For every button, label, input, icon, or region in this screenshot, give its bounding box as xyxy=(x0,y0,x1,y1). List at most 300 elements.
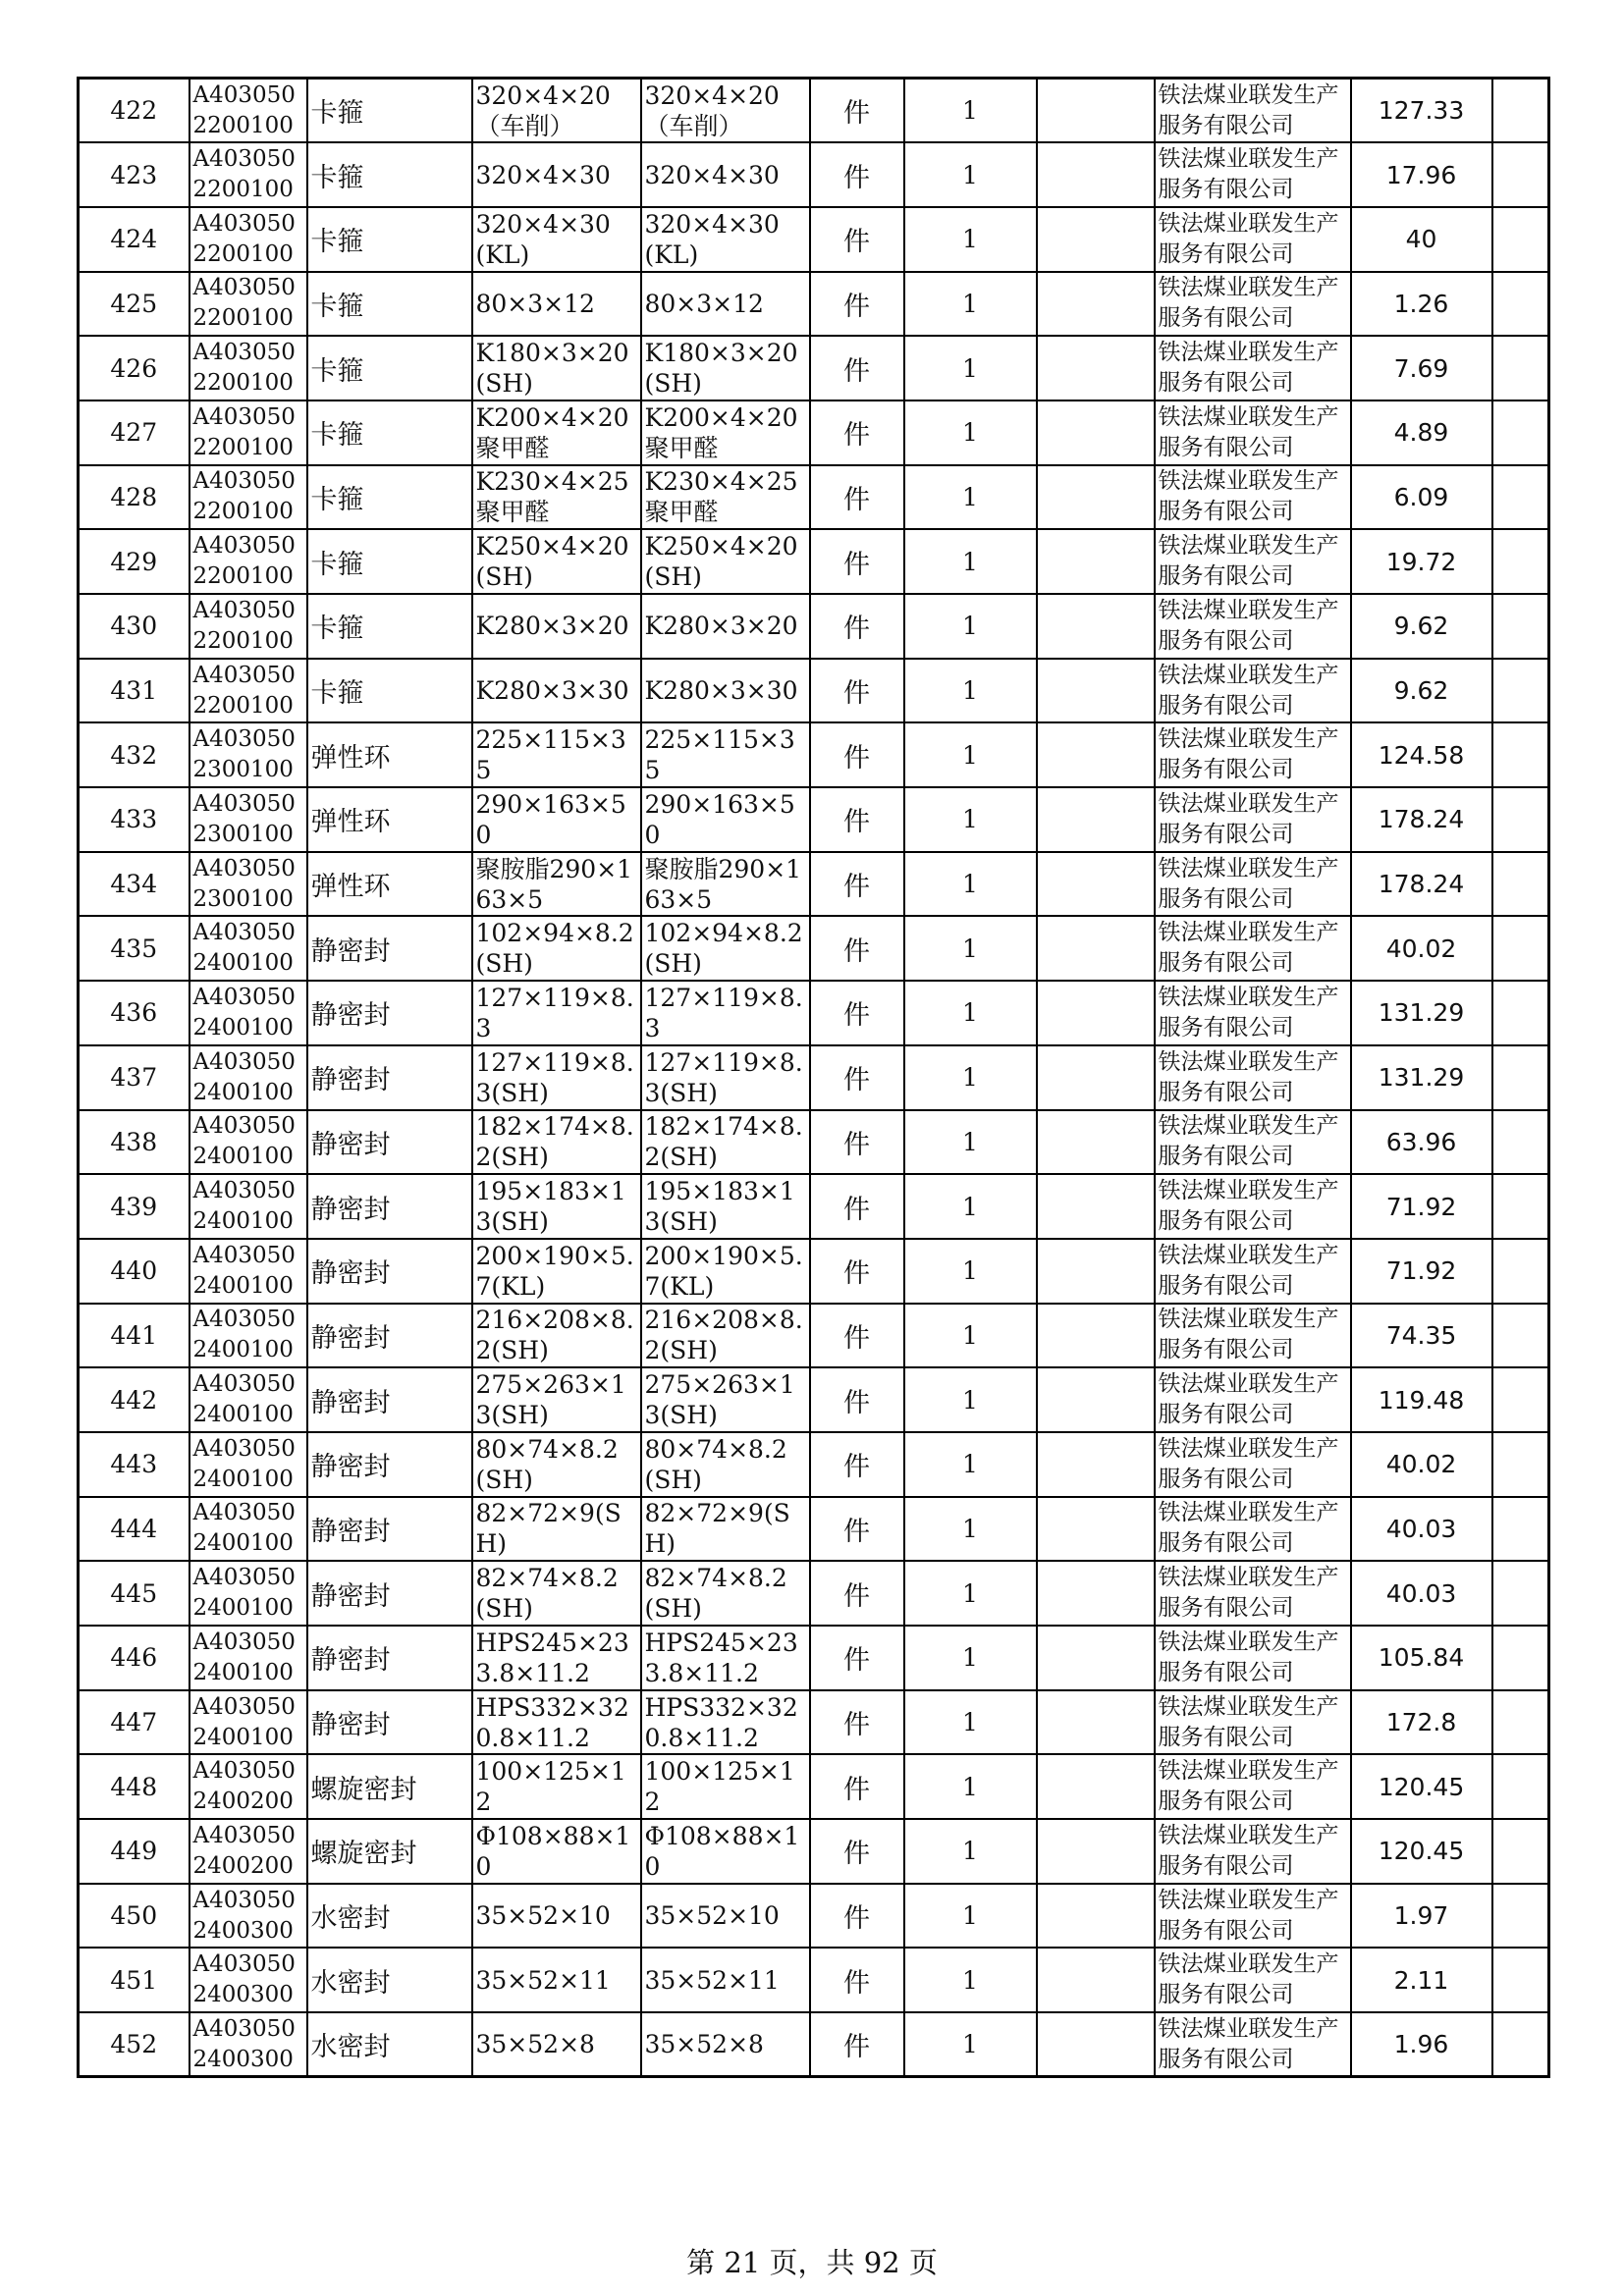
material-name: 卡箍 xyxy=(307,79,472,143)
model-cell: 80×74×8.2(SH) xyxy=(641,1432,810,1497)
material-code: A403050 2400100 xyxy=(189,1690,307,1755)
material-name: 水密封 xyxy=(307,1884,472,1949)
quantity-cell: 1 xyxy=(904,659,1037,723)
unit-cell: 件 xyxy=(810,659,904,723)
material-name: 静密封 xyxy=(307,1304,472,1368)
note-cell xyxy=(1492,981,1549,1045)
supplier-cell: 铁法煤业联发生产服务有限公司 xyxy=(1155,400,1351,465)
material-code: A403050 2400100 xyxy=(189,1304,307,1368)
empty-cell xyxy=(1037,1819,1155,1884)
row-number: 447 xyxy=(79,1690,189,1755)
note-cell xyxy=(1492,916,1549,981)
empty-cell xyxy=(1037,1754,1155,1819)
spec-cell: K250×4×20(SH) xyxy=(472,529,641,594)
note-cell xyxy=(1492,787,1549,852)
table-row xyxy=(79,1497,1549,1562)
material-name: 静密封 xyxy=(307,1497,472,1562)
table-row xyxy=(79,852,1549,917)
model-cell: 195×183×13(SH) xyxy=(641,1174,810,1239)
material-name: 静密封 xyxy=(307,1239,472,1304)
note-cell xyxy=(1492,400,1549,465)
model-cell: 200×190×5.7(KL) xyxy=(641,1239,810,1304)
table-row xyxy=(79,1754,1549,1819)
spec-cell: 100×125×12 xyxy=(472,1754,641,1819)
row-number: 433 xyxy=(79,787,189,852)
supplier-cell: 铁法煤业联发生产服务有限公司 xyxy=(1155,594,1351,659)
note-cell xyxy=(1492,336,1549,400)
model-cell: HPS245×233.8×11.2 xyxy=(641,1626,810,1690)
price-cell: 120.45 xyxy=(1351,1754,1492,1819)
price-cell: 119.48 xyxy=(1351,1367,1492,1432)
model-cell: Φ108×88×10 xyxy=(641,1819,810,1884)
row-number: 428 xyxy=(79,465,189,530)
quantity-cell: 1 xyxy=(904,79,1037,143)
note-cell xyxy=(1492,1367,1549,1432)
table-body xyxy=(79,79,1549,2077)
quantity-cell: 1 xyxy=(904,1884,1037,1949)
note-cell xyxy=(1492,1690,1549,1755)
note-cell xyxy=(1492,1497,1549,1562)
material-name: 弹性环 xyxy=(307,787,472,852)
row-number: 431 xyxy=(79,659,189,723)
material-name: 静密封 xyxy=(307,1367,472,1432)
row-number: 448 xyxy=(79,1754,189,1819)
unit-cell: 件 xyxy=(810,529,904,594)
table-row xyxy=(79,1110,1549,1175)
material-name: 静密封 xyxy=(307,916,472,981)
spec-cell: 200×190×5.7(KL) xyxy=(472,1239,641,1304)
price-cell: 17.96 xyxy=(1351,142,1492,207)
price-cell: 40.02 xyxy=(1351,916,1492,981)
price-cell: 19.72 xyxy=(1351,529,1492,594)
quantity-cell: 1 xyxy=(904,981,1037,1045)
table-row xyxy=(79,787,1549,852)
table-row xyxy=(79,142,1549,207)
table-row xyxy=(79,465,1549,530)
empty-cell xyxy=(1037,1690,1155,1755)
empty-cell xyxy=(1037,852,1155,917)
material-code: A403050 2300100 xyxy=(189,787,307,852)
material-name: 卡箍 xyxy=(307,207,472,272)
material-code: A403050 2300100 xyxy=(189,722,307,787)
unit-cell: 件 xyxy=(810,594,904,659)
supplier-cell: 铁法煤业联发生产服务有限公司 xyxy=(1155,1367,1351,1432)
empty-cell xyxy=(1037,1174,1155,1239)
supplier-cell: 铁法煤业联发生产服务有限公司 xyxy=(1155,1304,1351,1368)
table-row xyxy=(79,981,1549,1045)
empty-cell xyxy=(1037,142,1155,207)
note-cell xyxy=(1492,529,1549,594)
supplier-cell: 铁法煤业联发生产服务有限公司 xyxy=(1155,142,1351,207)
supplier-cell: 铁法煤业联发生产服务有限公司 xyxy=(1155,1497,1351,1562)
note-cell xyxy=(1492,722,1549,787)
row-number: 450 xyxy=(79,1884,189,1949)
model-cell: 127×119×8.3(SH) xyxy=(641,1045,810,1110)
quantity-cell: 1 xyxy=(904,916,1037,981)
price-cell: 105.84 xyxy=(1351,1626,1492,1690)
material-code: A403050 2400100 xyxy=(189,1626,307,1690)
price-cell: 4.89 xyxy=(1351,400,1492,465)
note-cell xyxy=(1492,1110,1549,1175)
material-name: 静密封 xyxy=(307,1432,472,1497)
empty-cell xyxy=(1037,400,1155,465)
material-code: A403050 2400100 xyxy=(189,1239,307,1304)
spec-cell: 127×119×8.3 xyxy=(472,981,641,1045)
empty-cell xyxy=(1037,722,1155,787)
supplier-cell: 铁法煤业联发生产服务有限公司 xyxy=(1155,722,1351,787)
material-code: A403050 2400100 xyxy=(189,981,307,1045)
note-cell xyxy=(1492,1304,1549,1368)
price-cell: 9.62 xyxy=(1351,659,1492,723)
quantity-cell: 1 xyxy=(904,465,1037,530)
row-number: 441 xyxy=(79,1304,189,1368)
price-cell: 71.92 xyxy=(1351,1174,1492,1239)
spec-cell: 290×163×50 xyxy=(472,787,641,852)
model-cell: K250×4×20(SH) xyxy=(641,529,810,594)
table-row xyxy=(79,272,1549,337)
unit-cell: 件 xyxy=(810,1110,904,1175)
supplier-cell: 铁法煤业联发生产服务有限公司 xyxy=(1155,1110,1351,1175)
table-row xyxy=(79,400,1549,465)
model-cell: 100×125×12 xyxy=(641,1754,810,1819)
material-code: A403050 2400100 xyxy=(189,916,307,981)
empty-cell xyxy=(1037,1948,1155,2012)
row-number: 440 xyxy=(79,1239,189,1304)
supplier-cell: 铁法煤业联发生产服务有限公司 xyxy=(1155,981,1351,1045)
empty-cell xyxy=(1037,1884,1155,1949)
quantity-cell: 1 xyxy=(904,1754,1037,1819)
model-cell: HPS332×320.8×11.2 xyxy=(641,1690,810,1755)
unit-cell: 件 xyxy=(810,1690,904,1755)
material-name: 卡箍 xyxy=(307,272,472,337)
material-code: A403050 2400200 xyxy=(189,1819,307,1884)
model-cell: 102×94×8.2(SH) xyxy=(641,916,810,981)
spec-cell: 82×74×8.2(SH) xyxy=(472,1561,641,1626)
note-cell xyxy=(1492,272,1549,337)
note-cell xyxy=(1492,1754,1549,1819)
quantity-cell: 1 xyxy=(904,1561,1037,1626)
spec-cell: HPS245×233.8×11.2 xyxy=(472,1626,641,1690)
quantity-cell: 1 xyxy=(904,142,1037,207)
material-name: 水密封 xyxy=(307,1948,472,2012)
quantity-cell: 1 xyxy=(904,1304,1037,1368)
quantity-cell: 1 xyxy=(904,272,1037,337)
quantity-cell: 1 xyxy=(904,1948,1037,2012)
spec-cell: K280×3×20 xyxy=(472,594,641,659)
price-cell: 1.96 xyxy=(1351,2012,1492,2077)
material-code: A403050 2300100 xyxy=(189,852,307,917)
quantity-cell: 1 xyxy=(904,1367,1037,1432)
row-number: 449 xyxy=(79,1819,189,1884)
supplier-cell: 铁法煤业联发生产服务有限公司 xyxy=(1155,336,1351,400)
empty-cell xyxy=(1037,659,1155,723)
table-row xyxy=(79,1239,1549,1304)
quantity-cell: 1 xyxy=(904,1497,1037,1562)
price-cell: 124.58 xyxy=(1351,722,1492,787)
spec-cell: K280×3×30 xyxy=(472,659,641,723)
material-code: A403050 2200100 xyxy=(189,336,307,400)
quantity-cell: 1 xyxy=(904,1174,1037,1239)
model-cell: 82×72×9(SH) xyxy=(641,1497,810,1562)
price-cell: 40 xyxy=(1351,207,1492,272)
material-code: A403050 2400100 xyxy=(189,1497,307,1562)
spec-cell: 80×74×8.2(SH) xyxy=(472,1432,641,1497)
note-cell xyxy=(1492,2012,1549,2077)
model-cell: 35×52×10 xyxy=(641,1884,810,1949)
table-row xyxy=(79,1819,1549,1884)
quantity-cell: 1 xyxy=(904,336,1037,400)
quantity-cell: 1 xyxy=(904,722,1037,787)
material-name: 静密封 xyxy=(307,1045,472,1110)
empty-cell xyxy=(1037,79,1155,143)
spec-cell: K200×4×20聚甲醛 xyxy=(472,400,641,465)
table-row xyxy=(79,1432,1549,1497)
quantity-cell: 1 xyxy=(904,1110,1037,1175)
material-name: 螺旋密封 xyxy=(307,1754,472,1819)
spec-cell: 182×174×8.2(SH) xyxy=(472,1110,641,1175)
supplier-cell: 铁法煤业联发生产服务有限公司 xyxy=(1155,1561,1351,1626)
row-number: 445 xyxy=(79,1561,189,1626)
unit-cell: 件 xyxy=(810,272,904,337)
table-row xyxy=(79,1948,1549,2012)
row-number: 437 xyxy=(79,1045,189,1110)
empty-cell xyxy=(1037,1626,1155,1690)
unit-cell: 件 xyxy=(810,465,904,530)
model-cell: 182×174×8.2(SH) xyxy=(641,1110,810,1175)
empty-cell xyxy=(1037,529,1155,594)
unit-cell: 件 xyxy=(810,400,904,465)
table-row xyxy=(79,207,1549,272)
spec-cell: 225×115×35 xyxy=(472,722,641,787)
price-cell: 120.45 xyxy=(1351,1819,1492,1884)
note-cell xyxy=(1492,1239,1549,1304)
supplier-cell: 铁法煤业联发生产服务有限公司 xyxy=(1155,1239,1351,1304)
spec-cell: 35×52×8 xyxy=(472,2012,641,2077)
quantity-cell: 1 xyxy=(904,1819,1037,1884)
supplier-cell: 铁法煤业联发生产服务有限公司 xyxy=(1155,79,1351,143)
note-cell xyxy=(1492,1884,1549,1949)
table-row xyxy=(79,1690,1549,1755)
supplier-cell: 铁法煤业联发生产服务有限公司 xyxy=(1155,787,1351,852)
table-row xyxy=(79,1626,1549,1690)
unit-cell: 件 xyxy=(810,1561,904,1626)
row-number: 425 xyxy=(79,272,189,337)
unit-cell: 件 xyxy=(810,1754,904,1819)
row-number: 434 xyxy=(79,852,189,917)
material-name: 卡箍 xyxy=(307,594,472,659)
model-cell: K280×3×30 xyxy=(641,659,810,723)
material-code: A403050 2200100 xyxy=(189,272,307,337)
quantity-cell: 1 xyxy=(904,2012,1037,2077)
material-name: 静密封 xyxy=(307,1174,472,1239)
material-name: 卡箍 xyxy=(307,400,472,465)
note-cell xyxy=(1492,852,1549,917)
material-code: A403050 2200100 xyxy=(189,207,307,272)
empty-cell xyxy=(1037,1304,1155,1368)
model-cell: 225×115×35 xyxy=(641,722,810,787)
model-cell: 82×74×8.2(SH) xyxy=(641,1561,810,1626)
table-row xyxy=(79,916,1549,981)
material-name: 静密封 xyxy=(307,981,472,1045)
material-name: 卡箍 xyxy=(307,659,472,723)
unit-cell: 件 xyxy=(810,1174,904,1239)
row-number: 451 xyxy=(79,1948,189,2012)
spec-cell: 320×4×20（车削） xyxy=(472,79,641,143)
spec-cell: 82×72×9(SH) xyxy=(472,1497,641,1562)
material-code: A403050 2400300 xyxy=(189,1948,307,2012)
table-row xyxy=(79,1045,1549,1110)
spec-cell: K180×3×20(SH) xyxy=(472,336,641,400)
model-cell: 35×52×11 xyxy=(641,1948,810,2012)
unit-cell: 件 xyxy=(810,852,904,917)
material-code: A403050 2200100 xyxy=(189,659,307,723)
model-cell: 35×52×8 xyxy=(641,2012,810,2077)
unit-cell: 件 xyxy=(810,1239,904,1304)
model-cell: 275×263×13(SH) xyxy=(641,1367,810,1432)
table-row xyxy=(79,2012,1549,2077)
supplier-cell: 铁法煤业联发生产服务有限公司 xyxy=(1155,1045,1351,1110)
empty-cell xyxy=(1037,272,1155,337)
supplier-cell: 铁法煤业联发生产服务有限公司 xyxy=(1155,1819,1351,1884)
supplier-cell: 铁法煤业联发生产服务有限公司 xyxy=(1155,659,1351,723)
supplier-cell: 铁法煤业联发生产服务有限公司 xyxy=(1155,852,1351,917)
material-name: 卡箍 xyxy=(307,529,472,594)
table-row xyxy=(79,529,1549,594)
unit-cell: 件 xyxy=(810,336,904,400)
empty-cell xyxy=(1037,2012,1155,2077)
quantity-cell: 1 xyxy=(904,1626,1037,1690)
quantity-cell: 1 xyxy=(904,787,1037,852)
unit-cell: 件 xyxy=(810,207,904,272)
material-name: 弹性环 xyxy=(307,722,472,787)
model-cell: K180×3×20(SH) xyxy=(641,336,810,400)
empty-cell xyxy=(1037,465,1155,530)
material-code: A403050 2400100 xyxy=(189,1432,307,1497)
spec-cell: 35×52×10 xyxy=(472,1884,641,1949)
table-row xyxy=(79,79,1549,143)
price-cell: 2.11 xyxy=(1351,1948,1492,2012)
row-number: 426 xyxy=(79,336,189,400)
unit-cell: 件 xyxy=(810,79,904,143)
row-number: 444 xyxy=(79,1497,189,1562)
spec-cell: 195×183×13(SH) xyxy=(472,1174,641,1239)
model-cell: K280×3×20 xyxy=(641,594,810,659)
quantity-cell: 1 xyxy=(904,207,1037,272)
price-cell: 131.29 xyxy=(1351,981,1492,1045)
material-code: A403050 2400100 xyxy=(189,1561,307,1626)
model-cell: 290×163×50 xyxy=(641,787,810,852)
price-cell: 127.33 xyxy=(1351,79,1492,143)
supplier-cell: 铁法煤业联发生产服务有限公司 xyxy=(1155,1432,1351,1497)
price-cell: 6.09 xyxy=(1351,465,1492,530)
spec-cell: HPS332×320.8×11.2 xyxy=(472,1690,641,1755)
note-cell xyxy=(1492,465,1549,530)
row-number: 439 xyxy=(79,1174,189,1239)
material-name: 卡箍 xyxy=(307,142,472,207)
row-number: 436 xyxy=(79,981,189,1045)
empty-cell xyxy=(1037,1367,1155,1432)
quantity-cell: 1 xyxy=(904,529,1037,594)
model-cell: 127×119×8.3 xyxy=(641,981,810,1045)
material-name: 弹性环 xyxy=(307,852,472,917)
quantity-cell: 1 xyxy=(904,1432,1037,1497)
unit-cell: 件 xyxy=(810,1819,904,1884)
unit-cell: 件 xyxy=(810,1304,904,1368)
supplier-cell: 铁法煤业联发生产服务有限公司 xyxy=(1155,529,1351,594)
model-cell: 216×208×8.2(SH) xyxy=(641,1304,810,1368)
empty-cell xyxy=(1037,1432,1155,1497)
supplier-cell: 铁法煤业联发生产服务有限公司 xyxy=(1155,2012,1351,2077)
spec-cell: K230×4×25聚甲醛 xyxy=(472,465,641,530)
supplier-cell: 铁法煤业联发生产服务有限公司 xyxy=(1155,1754,1351,1819)
supplier-cell: 铁法煤业联发生产服务有限公司 xyxy=(1155,272,1351,337)
supplier-cell: 铁法煤业联发生产服务有限公司 xyxy=(1155,1884,1351,1949)
supplier-cell: 铁法煤业联发生产服务有限公司 xyxy=(1155,1174,1351,1239)
material-code: A403050 2400100 xyxy=(189,1367,307,1432)
supplier-cell: 铁法煤业联发生产服务有限公司 xyxy=(1155,1626,1351,1690)
model-cell: 320×4×30(KL) xyxy=(641,207,810,272)
model-cell: K200×4×20聚甲醛 xyxy=(641,400,810,465)
row-number: 432 xyxy=(79,722,189,787)
spec-cell: 102×94×8.2(SH) xyxy=(472,916,641,981)
price-cell: 172.8 xyxy=(1351,1690,1492,1755)
model-cell: 320×4×30 xyxy=(641,142,810,207)
unit-cell: 件 xyxy=(810,916,904,981)
unit-cell: 件 xyxy=(810,1884,904,1949)
materials-table xyxy=(77,77,1550,2078)
note-cell xyxy=(1492,659,1549,723)
material-name: 静密封 xyxy=(307,1626,472,1690)
spec-cell: 216×208×8.2(SH) xyxy=(472,1304,641,1368)
price-cell: 74.35 xyxy=(1351,1304,1492,1368)
material-name: 静密封 xyxy=(307,1561,472,1626)
note-cell xyxy=(1492,207,1549,272)
spec-cell: 35×52×11 xyxy=(472,1948,641,2012)
table-row xyxy=(79,336,1549,400)
unit-cell: 件 xyxy=(810,722,904,787)
material-name: 卡箍 xyxy=(307,336,472,400)
model-cell: 320×4×20（车削） xyxy=(641,79,810,143)
material-name: 静密封 xyxy=(307,1690,472,1755)
material-code: A403050 2400200 xyxy=(189,1754,307,1819)
supplier-cell: 铁法煤业联发生产服务有限公司 xyxy=(1155,1690,1351,1755)
material-code: A403050 2200100 xyxy=(189,594,307,659)
price-cell: 131.29 xyxy=(1351,1045,1492,1110)
material-code: A403050 2200100 xyxy=(189,529,307,594)
unit-cell: 件 xyxy=(810,981,904,1045)
material-code: A403050 2400300 xyxy=(189,1884,307,1949)
material-code: A403050 2400100 xyxy=(189,1174,307,1239)
empty-cell xyxy=(1037,981,1155,1045)
price-cell: 1.26 xyxy=(1351,272,1492,337)
spec-cell: 80×3×12 xyxy=(472,272,641,337)
unit-cell: 件 xyxy=(810,1367,904,1432)
empty-cell xyxy=(1037,207,1155,272)
unit-cell: 件 xyxy=(810,1045,904,1110)
supplier-cell: 铁法煤业联发生产服务有限公司 xyxy=(1155,1948,1351,2012)
row-number: 435 xyxy=(79,916,189,981)
row-number: 424 xyxy=(79,207,189,272)
empty-cell xyxy=(1037,336,1155,400)
material-code: A403050 2400100 xyxy=(189,1045,307,1110)
table-row xyxy=(79,1561,1549,1626)
supplier-cell: 铁法煤业联发生产服务有限公司 xyxy=(1155,465,1351,530)
price-cell: 1.97 xyxy=(1351,1884,1492,1949)
note-cell xyxy=(1492,1819,1549,1884)
quantity-cell: 1 xyxy=(904,400,1037,465)
note-cell xyxy=(1492,594,1549,659)
row-number: 429 xyxy=(79,529,189,594)
